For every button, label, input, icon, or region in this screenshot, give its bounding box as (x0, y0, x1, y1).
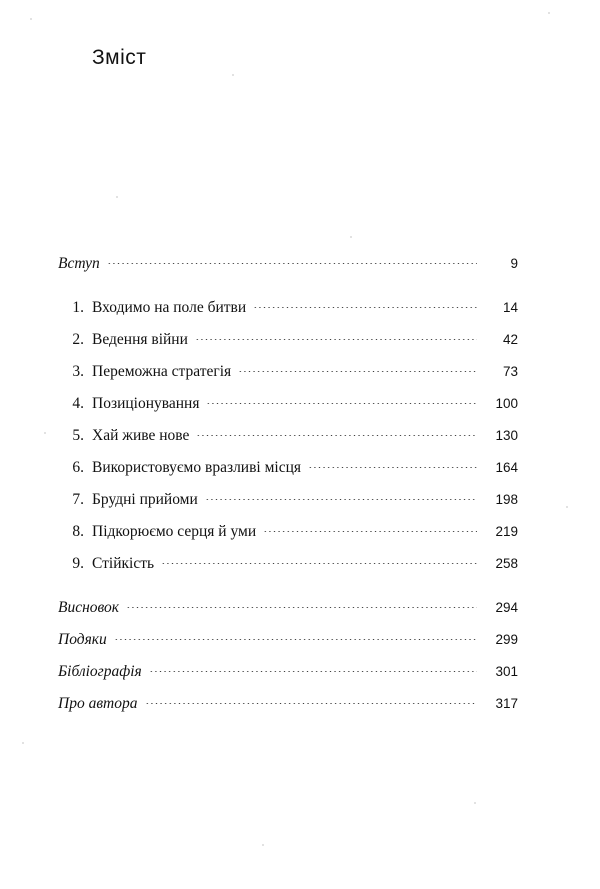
toc-entry-vysnovok[interactable] (58, 599, 518, 617)
paper-speck (232, 74, 234, 76)
toc-entry-page: 317 (495, 696, 518, 711)
toc-leader-dots (126, 607, 477, 608)
toc-entry-vstup[interactable] (58, 255, 518, 273)
paper-speck (474, 802, 476, 804)
toc-entry-label: Підкорюємо серця й уми (92, 523, 257, 540)
toc-leader-dots (114, 639, 477, 640)
page-title: Зміст (92, 46, 147, 69)
row-spacer (58, 617, 518, 631)
toc-entry-page: 9 (510, 256, 518, 271)
toc-leader-dots (107, 263, 477, 264)
toc-leader-dots (238, 371, 477, 372)
toc-leader-dots (263, 531, 477, 532)
toc-entry-chapter-9[interactable] (58, 555, 518, 573)
row-spacer (58, 317, 518, 331)
section-spacer (58, 573, 518, 599)
toc-leader-dots (308, 467, 477, 468)
row-spacer (58, 509, 518, 523)
toc-entry-label: Висновок (58, 599, 120, 616)
toc-entry-number: 4. (72, 395, 84, 412)
toc-entry-page: 198 (495, 492, 518, 507)
paper-speck (262, 844, 264, 846)
toc-entry-bibliografiya[interactable] (58, 663, 518, 681)
row-spacer (58, 477, 518, 491)
toc-entry-number: 3. (72, 363, 84, 380)
toc-entry-chapter-4[interactable] (58, 395, 518, 413)
toc-entry-number: 8. (72, 523, 84, 540)
paper-speck (44, 432, 46, 434)
toc-entry-page: 73 (502, 364, 518, 379)
toc-leader-dots (253, 307, 477, 308)
toc-entry-page: 219 (495, 524, 518, 539)
toc-entry-label: Хай живе нове (92, 427, 190, 444)
toc-entry-page: 294 (495, 600, 518, 615)
toc-entry-chapter-3[interactable] (58, 363, 518, 381)
paper-speck (22, 742, 24, 744)
toc-entry-chapter-5[interactable] (58, 427, 518, 445)
row-spacer (58, 381, 518, 395)
toc-entry-label: Ведення війни (92, 331, 188, 348)
toc-leader-dots (196, 435, 477, 436)
toc-back-matter-group (58, 599, 518, 713)
toc-leader-dots (149, 671, 477, 672)
toc-entry-chapter-8[interactable] (58, 523, 518, 541)
toc-entry-label: Використовуємо вразливі місця (92, 459, 302, 476)
paper-speck (548, 12, 550, 14)
section-spacer (58, 273, 518, 299)
toc-entry-chapter-2[interactable] (58, 331, 518, 349)
toc-entry-number: 1. (72, 299, 84, 316)
toc-entry-page: 42 (502, 332, 518, 347)
row-spacer (58, 413, 518, 427)
toc-entry-page: 100 (495, 396, 518, 411)
toc-leader-dots (205, 499, 477, 500)
toc-entry-page: 130 (495, 428, 518, 443)
row-spacer (58, 649, 518, 663)
toc-entry-number: 2. (72, 331, 84, 348)
toc-entry-label: Позиціонування (92, 395, 200, 412)
toc-entry-page: 258 (495, 556, 518, 571)
toc-chapters-group (58, 299, 518, 573)
toc-entry-chapter-1[interactable] (58, 299, 518, 317)
toc-entry-page: 301 (495, 664, 518, 679)
toc-entry-podyaky[interactable] (58, 631, 518, 649)
toc-entry-label: Входимо на поле битви (92, 299, 247, 316)
toc-entry-number: 7. (72, 491, 84, 508)
toc-entry-label: Про автора (58, 695, 138, 712)
table-of-contents (58, 255, 518, 713)
toc-entry-number: 9. (72, 555, 84, 572)
toc-entry-label: Подяки (58, 631, 107, 648)
toc-leader-dots (206, 403, 477, 404)
toc-entry-pro-avtora[interactable] (58, 695, 518, 713)
toc-leader-dots (161, 563, 477, 564)
row-spacer (58, 445, 518, 459)
toc-entry-label: Стійкість (92, 555, 155, 572)
toc-entry-page: 164 (495, 460, 518, 475)
toc-entry-label: Вступ (58, 255, 100, 272)
paper-speck (30, 18, 32, 20)
row-spacer (58, 681, 518, 695)
toc-entry-chapter-7[interactable] (58, 491, 518, 509)
paper-speck (566, 506, 568, 508)
toc-entry-label: Брудні прийоми (92, 491, 198, 508)
toc-entry-number: 5. (72, 427, 84, 444)
row-spacer (58, 349, 518, 363)
toc-entry-number: 6. (72, 459, 84, 476)
toc-entry-page: 14 (502, 300, 518, 315)
toc-leader-dots (145, 703, 478, 704)
toc-front-matter-group (58, 255, 518, 273)
paper-speck (116, 196, 118, 198)
paper-speck (350, 236, 352, 238)
toc-leader-dots (195, 339, 477, 340)
toc-entry-page: 299 (495, 632, 518, 647)
toc-entry-label: Переможна стратегія (92, 363, 232, 380)
toc-entry-label: Бібліографія (58, 663, 142, 680)
toc-entry-chapter-6[interactable] (58, 459, 518, 477)
row-spacer (58, 541, 518, 555)
